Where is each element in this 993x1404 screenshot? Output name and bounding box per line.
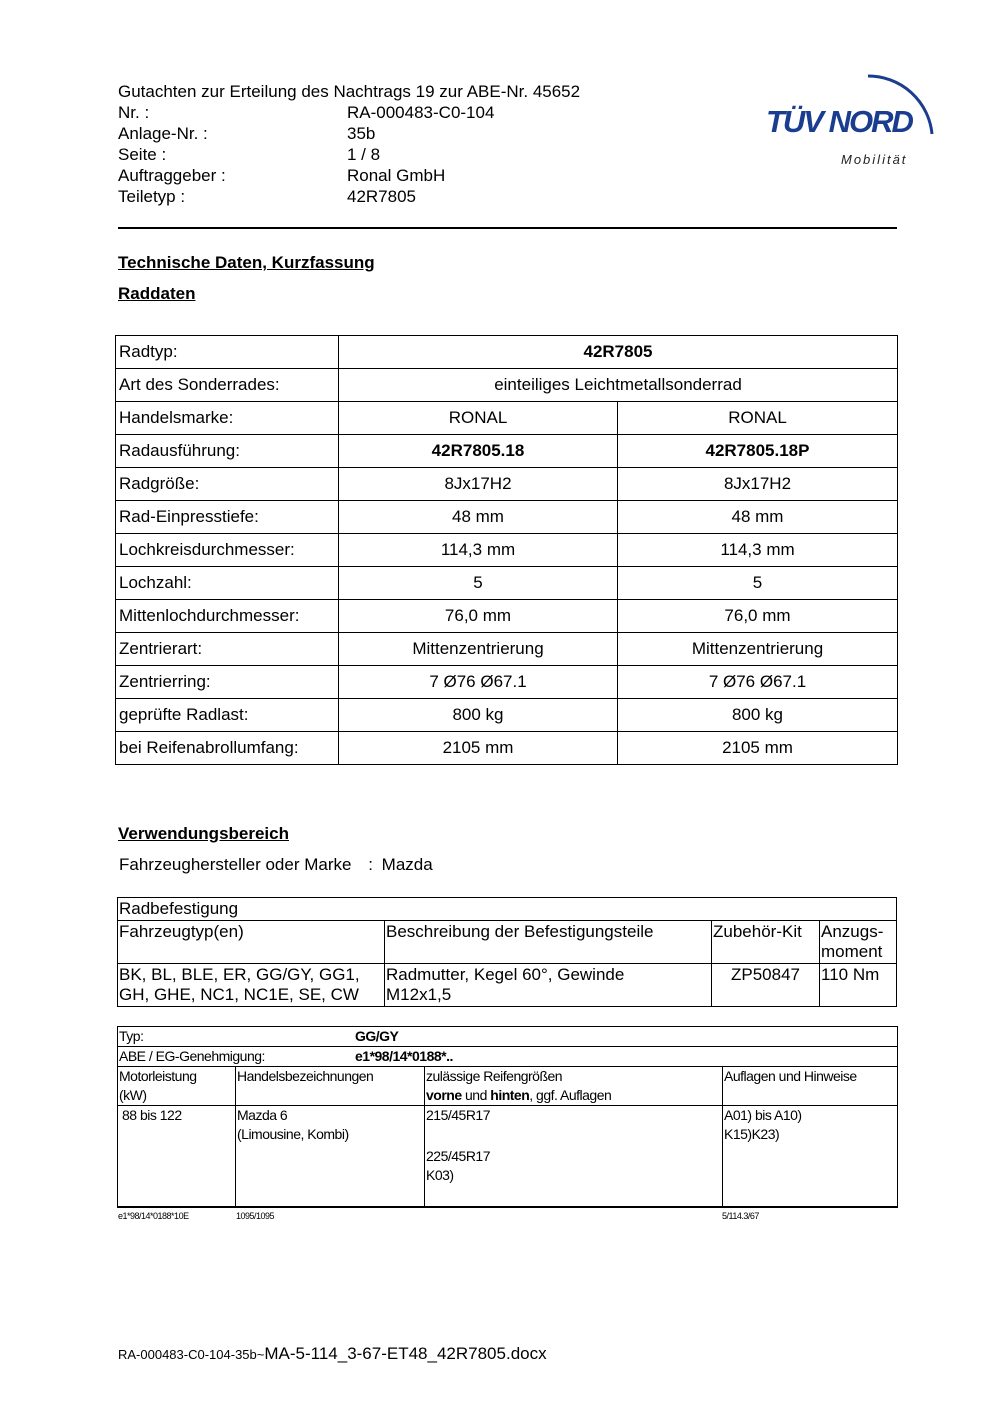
table-row [118, 1047, 898, 1067]
header-row-auftraggeber [118, 165, 580, 186]
col-header-anzugsmoment [820, 921, 897, 964]
table-row [116, 468, 898, 501]
row-label: Handelsmarke: [116, 402, 339, 435]
table-row [118, 898, 897, 921]
col-header-auflagen: Auflagen und Hinweise [723, 1067, 898, 1106]
row-label: Radgröße: [116, 468, 339, 501]
header-value: 1 / 8 [347, 145, 381, 164]
typ-row [118, 1027, 898, 1047]
cell-value-1: 42R7805.18 [339, 435, 618, 468]
row-label: Lochzahl: [116, 567, 339, 600]
footer-ref: RA-000483-C0-104-35b~ [118, 1347, 265, 1362]
table-row [116, 369, 898, 402]
table-row [116, 699, 898, 732]
handel-line-1: Mazda 6 [237, 1107, 288, 1123]
header-row-anlage [118, 123, 580, 144]
col-header-fahrzeugtyp: Fahrzeugtyp(en) [118, 921, 385, 964]
fahrzeugtyp-line-1: BK, BL, BLE, ER, GG/GY, GG1, [119, 965, 360, 984]
radbefestigung-table [117, 897, 897, 1007]
cell-value-2: 5 [618, 567, 898, 600]
reifen-cell [425, 1106, 723, 1208]
befest-title: Radbefestigung [118, 898, 897, 921]
header-row-nr [118, 102, 580, 123]
table-row [116, 732, 898, 765]
cell-value-2: Mittenzentrierung [618, 633, 898, 666]
reifen-line-2: 225/45R17 [426, 1148, 491, 1164]
col-header-reifengroessen [425, 1067, 723, 1106]
cell-value-1: 7 Ø76 Ø67.1 [339, 666, 618, 699]
abe-row [118, 1047, 898, 1067]
typ-value: GG/GY [355, 1028, 399, 1044]
cell-value-1: 2105 mm [339, 732, 618, 765]
report-title: Gutachten zur Erteilung des Nachtrags 19 zur ABE-Nr. 45652 [118, 82, 581, 101]
table-row [116, 666, 898, 699]
beschreibung-line-1: Radmutter, Kegel 60°, Gewinde [386, 965, 625, 984]
section-heading-technische-daten: Technische Daten, Kurzfassung [118, 253, 375, 272]
cell-value-2: 8Jx17H2 [618, 468, 898, 501]
row-label: geprüfte Radlast: [116, 699, 339, 732]
cell-value-1: RONAL [339, 402, 618, 435]
row-label: bei Reifenabrollumfang: [116, 732, 339, 765]
cell-value-2: 800 kg [618, 699, 898, 732]
table-row [116, 435, 898, 468]
row-label: Zentrierart: [116, 633, 339, 666]
beschreibung-line-2: M12x1,5 [386, 985, 452, 1004]
cell-value-2: 48 mm [618, 501, 898, 534]
col-header-handelsbezeichnungen: Handelsbezeichnungen [236, 1067, 425, 1106]
cell-value-1: 114,3 mm [339, 534, 618, 567]
cell-value-1: 5 [339, 567, 618, 600]
reifen-line-3: K03) [426, 1167, 454, 1183]
cell-value-1: Mittenzentrierung [339, 633, 618, 666]
fahrzeughersteller-line [119, 855, 433, 875]
cell-value-1: 800 kg [339, 699, 618, 732]
cell-value-1: 8Jx17H2 [339, 468, 618, 501]
header-row-teiletyp [118, 186, 580, 207]
table-row [116, 567, 898, 600]
col-header-beschreibung: Beschreibung der Befestigungsteile [385, 921, 712, 964]
header-divider [118, 227, 897, 229]
col-header-motorleistung [118, 1067, 236, 1106]
reifengroessen-line-1: zulässige Reifengrößen [426, 1068, 563, 1084]
footer-filename: MA-5-114_3-67-ET48_42R7805.docx [264, 1344, 547, 1363]
auflagen-line-1: A01) bis A10) [724, 1107, 802, 1123]
table-row [116, 336, 898, 369]
motorleistung-line-1: Motorleistung [119, 1068, 197, 1084]
cell-value-1: 48 mm [339, 501, 618, 534]
typ-footnote-weight: 1095/1095 [236, 1211, 275, 1221]
zubehoer-kit-cell: ZP50847 [712, 964, 820, 1007]
col-header-zubehoer-kit: Zubehör-Kit [712, 921, 820, 964]
row-label: Radausführung: [116, 435, 339, 468]
logo-subtitle: Mobilität [841, 152, 908, 167]
anzugsmoment-line-1: Anzugs- [821, 922, 884, 941]
auflagen-cell [723, 1106, 898, 1208]
cell-value-2: 42R7805.18P [618, 435, 898, 468]
table-row [118, 964, 897, 1007]
table-row [118, 921, 897, 964]
typ-footnote-bolt: 5/114.3/67 [722, 1211, 759, 1221]
reifen-line-1: 215/45R17 [426, 1107, 491, 1123]
header-value: 35b [347, 124, 376, 143]
header-key: Nr. : [118, 103, 150, 122]
motorleistung-line-2: (kW) [119, 1087, 147, 1103]
abe-label: ABE / EG-Genehmigung: [119, 1048, 265, 1064]
reifen-und: und [461, 1087, 491, 1103]
hersteller-separator: : [368, 855, 373, 874]
table-row [116, 600, 898, 633]
auflagen-line-2: K15)K23) [724, 1126, 780, 1142]
table-row [118, 1067, 898, 1106]
hersteller-value: Mazda [381, 855, 433, 874]
cell-value-2: 2105 mm [618, 732, 898, 765]
fahrzeugtyp-line-2: GH, GHE, NC1, NC1E, SE, CW [119, 985, 359, 1004]
handelsbezeichnung-cell [236, 1106, 425, 1208]
cell-value-2: RONAL [618, 402, 898, 435]
cell-value-2: 7 Ø76 Ø67.1 [618, 666, 898, 699]
cell-value-2: 114,3 mm [618, 534, 898, 567]
typ-label: Typ: [119, 1028, 144, 1044]
reifen-rest: , ggf. Auflagen [529, 1087, 612, 1103]
row-label: Zentrierring: [116, 666, 339, 699]
abe-value: e1*98/14*0188*.. [355, 1048, 453, 1064]
header-value: Ronal GmbH [347, 166, 446, 185]
reifengroessen-line-2 [426, 1086, 721, 1105]
logo-brand: TÜV NORD [766, 104, 912, 139]
table-row [116, 501, 898, 534]
reifen-hinten: hinten [490, 1087, 530, 1103]
radtyp-value: 42R7805 [339, 336, 898, 369]
table-row [118, 1027, 898, 1047]
cell-value-1: 76,0 mm [339, 600, 618, 633]
header-value: RA-000483-C0-104 [347, 103, 495, 122]
raddaten-table [115, 335, 898, 765]
row-label: Art des Sonderrades: [116, 369, 339, 402]
row-label: Rad-Einpresstiefe: [116, 501, 339, 534]
section-heading-raddaten: Raddaten [118, 284, 196, 303]
handel-line-2: (Limousine, Kombi) [237, 1126, 349, 1142]
fahrzeugtyp-cell [118, 964, 385, 1007]
motorleistung-cell: 88 bis 122 [118, 1106, 236, 1208]
typ-footnote-ec: e1*98/14*0188*10E [118, 1211, 189, 1221]
hersteller-label: Fahrzeughersteller oder Marke [119, 855, 352, 874]
table-row [116, 534, 898, 567]
art-value: einteiliges Leichtmetallsonderrad [339, 369, 898, 402]
header-key: Auftraggeber : [118, 166, 226, 185]
document-footer [118, 1344, 547, 1364]
header-key: Anlage-Nr. : [118, 124, 208, 143]
header-key: Seite : [118, 145, 167, 164]
cell-value-2: 76,0 mm [618, 600, 898, 633]
reifen-vorne: vorne [426, 1087, 462, 1103]
table-row [116, 402, 898, 435]
anzugsmoment-cell: 110 Nm [820, 964, 897, 1007]
row-label: Mittenlochdurchmesser: [116, 600, 339, 633]
table-row [116, 633, 898, 666]
section-heading-verwendungsbereich: Verwendungsbereich [118, 824, 289, 843]
row-label: Lochkreisdurchmesser: [116, 534, 339, 567]
beschreibung-cell [385, 964, 712, 1007]
anzugsmoment-line-2: moment [821, 942, 883, 961]
row-label: Radtyp: [116, 336, 339, 369]
typ-table [117, 1026, 898, 1208]
header-key: Teiletyp : [118, 187, 186, 206]
table-row [118, 1106, 898, 1208]
report-header [118, 81, 580, 207]
header-value: 42R7805 [347, 187, 417, 206]
header-row-seite [118, 144, 580, 165]
tuv-nord-logo [760, 58, 940, 170]
